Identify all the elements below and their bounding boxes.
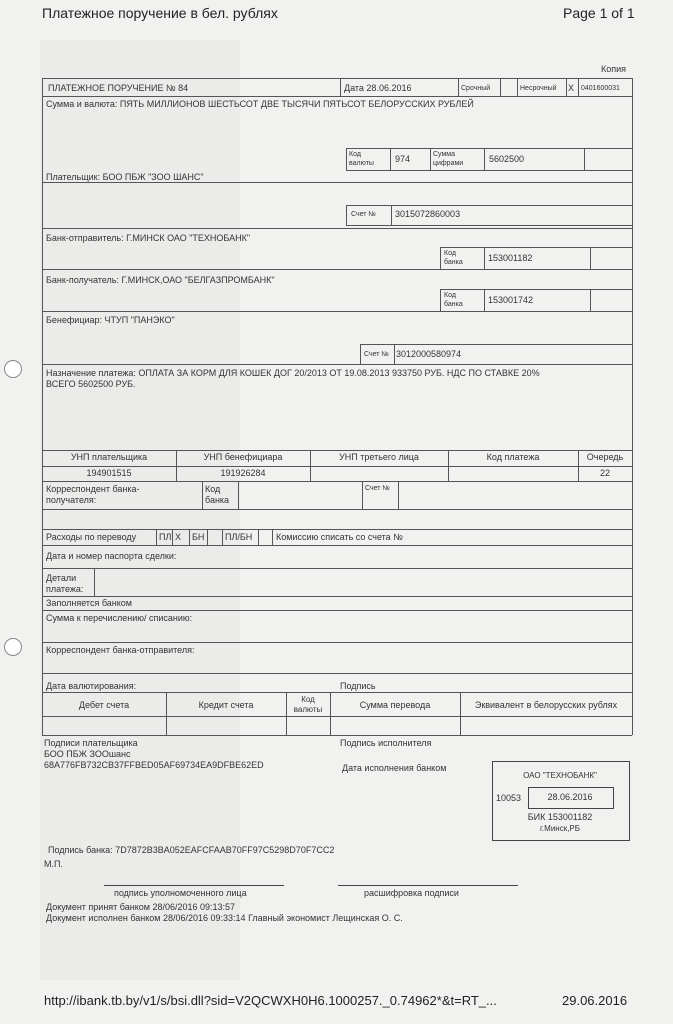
executed-line: Документ исполнен банком 28/06/2016 09:33:14 Главный экономист Лещинская О. С. [46, 913, 403, 923]
stamp-code: 10053 [496, 793, 522, 803]
payment-code-header: Код платежа [486, 452, 540, 462]
value-date-label: Дата валютирования: [46, 681, 137, 691]
payer-signature-name: БОО ПБЖ ЗООшанс [44, 749, 131, 759]
expenses-bn: БН [192, 532, 205, 542]
purpose-line-2: ВСЕГО 5602500 РУБ. [46, 379, 136, 389]
execution-date-label: Дата исполнения банком [342, 763, 447, 773]
signature-decoding-caption: расшифровка подписи [364, 888, 459, 898]
receiver-bank-code: 153001742 [488, 295, 534, 305]
transfer-amount-label: Сумма к перечислению/ списанию: [46, 613, 193, 623]
amount-digits-label: Сумма [433, 151, 455, 158]
purpose-line-1: Назначение платежа: ОПЛАТА ЗА КОРМ ДЛЯ КОШЕК ДОГ 20/2013 ОТ 19.08.2013 933750 РУБ. НДС ПО СТАВКЕ 20% [46, 368, 540, 378]
transfer-expenses-label: Расходы по переводу [46, 532, 137, 542]
corr-bank-code-label-2: банка [205, 495, 230, 505]
currency-code-label: Код [349, 151, 361, 158]
payer-account: 3015072860003 [395, 209, 461, 219]
correspondent-receiver-label-2: получателя: [46, 495, 97, 505]
stamp-bik: БИК 153001182 [527, 812, 593, 822]
unp-payer-value: 194901515 [86, 468, 132, 478]
payer-signature-hash: 68A776FB732CB37FFBED05AF69734EA9DFBE62ED [44, 760, 264, 770]
sender-bank-code: 153001182 [488, 253, 533, 263]
unp-beneficiary-header: УНП бенефициара [203, 452, 283, 462]
non-urgent-mark: X [568, 83, 575, 93]
beneficiary-account: 3012000580974 [396, 349, 462, 359]
unp-payer-header: УНП плательщика [70, 452, 148, 462]
corr-account-label: Счет № [365, 485, 390, 492]
seal-place-label: М.П. [44, 859, 63, 869]
order-title: ПЛАТЕЖНОЕ ПОРУЧЕНИЕ № 84 [48, 83, 189, 93]
accepted-line: Документ принят банком 28/06/2016 09:13:57 [46, 902, 236, 912]
expenses-pl: ПЛ [159, 532, 172, 542]
currency-code-header-1: Код [301, 695, 315, 704]
commission-account-label: Комиссию списать со счета № [276, 532, 403, 542]
form-code: 0401600031 [581, 85, 620, 92]
currency-code: 974 [395, 154, 411, 164]
footer-date: 29.06.2016 [562, 993, 628, 1008]
payer-signatures-label: Подписи плательщика [44, 738, 138, 748]
amount-digits: 5602500 [489, 154, 525, 164]
bank-code-label: Код [444, 292, 456, 299]
signature-line [104, 885, 284, 886]
stamp-date: 28.06.2016 [547, 792, 593, 802]
order-date: Дата 28.06.2016 [344, 83, 412, 93]
non-urgent-label: Несрочный [520, 85, 557, 92]
punch-hole [4, 638, 22, 656]
filled-by-bank-label: Заполняется банком [46, 598, 132, 608]
payment-details-label-2: платежа: [46, 584, 84, 594]
corr-bank-code-label-1: Код [205, 484, 221, 494]
stamp-bank-name: ОАО "ТЕХНОБАНК" [523, 771, 597, 780]
passport-label: Дата и номер паспорта сделки: [46, 551, 177, 561]
signature-label: Подпись [340, 681, 376, 691]
footer-url: http://ibank.tb.by/v1/s/bsi.dll?sid=V2QCWXH0H6.1000257._0.74962*&t=RT_... [44, 993, 497, 1008]
sender-bank: Банк-отправитель: Г.МИНСК ОАО "ТЕХНОБАНК" [46, 233, 251, 243]
payer: Плательщик: БОО ПБЖ "ЗОО ШАНС" [46, 172, 204, 182]
priority-value: 22 [599, 468, 610, 478]
unp-third-party-header: УНП третьего лица [339, 452, 419, 462]
byr-equivalent-header: Эквивалент в белорусских рублях [474, 700, 618, 710]
account-label: Счет № [351, 211, 376, 218]
correspondent-receiver-label-1: Корреспондент банка- [46, 484, 140, 494]
page-number: Page 1 of 1 [563, 5, 635, 21]
stamp-city: г.Минск,РБ [539, 824, 581, 833]
expenses-pl-bn: ПЛ/БН [225, 532, 253, 542]
currency-code-header-2: валюты [293, 705, 323, 714]
receiver-bank: Банк-получатель: Г.МИНСК,ОАО "БЕЛГАЗПРОМБАНК" [46, 275, 275, 285]
payment-details-label-1: Детали [46, 573, 77, 583]
expenses-mark: X [175, 532, 182, 542]
page-header-title: Платежное поручение в бел. рублях [42, 5, 278, 21]
bank-signature: Подпись банка: 7D7872B3BA052EAFCFAAB70FF97C5298D70F7CC2 [48, 845, 335, 855]
debit-header: Дебет счета [78, 700, 130, 710]
credit-header: Кредит счета [198, 700, 254, 710]
bank-code-label: Код [444, 250, 456, 257]
priority-header: Очередь [586, 452, 624, 462]
correspondent-sender-label: Корреспондент банка-отправителя: [46, 645, 195, 655]
transfer-sum-header: Сумма перевода [359, 700, 431, 710]
authorized-signature-caption: подпись уполномоченного лица [114, 888, 247, 898]
executor-signature-label: Подпись исполнителя [340, 738, 432, 748]
signature-line [338, 885, 518, 886]
unp-beneficiary-value: 191926284 [220, 468, 266, 478]
account-label: Счет № [364, 351, 389, 358]
amount-words: Сумма и валюта: ПЯТЬ МИЛЛИОНОВ ШЕСТЬСОТ ДВЕ ТЫСЯЧИ ПЯТЬСОТ БЕЛОРУССКИХ РУБЛЕЙ [46, 99, 474, 109]
punch-hole [4, 360, 22, 378]
copy-label: Копия [601, 64, 627, 74]
beneficiary: Бенефициар: ЧТУП "ПАНЭКО" [46, 315, 175, 325]
urgent-label: Срочный [461, 85, 491, 92]
